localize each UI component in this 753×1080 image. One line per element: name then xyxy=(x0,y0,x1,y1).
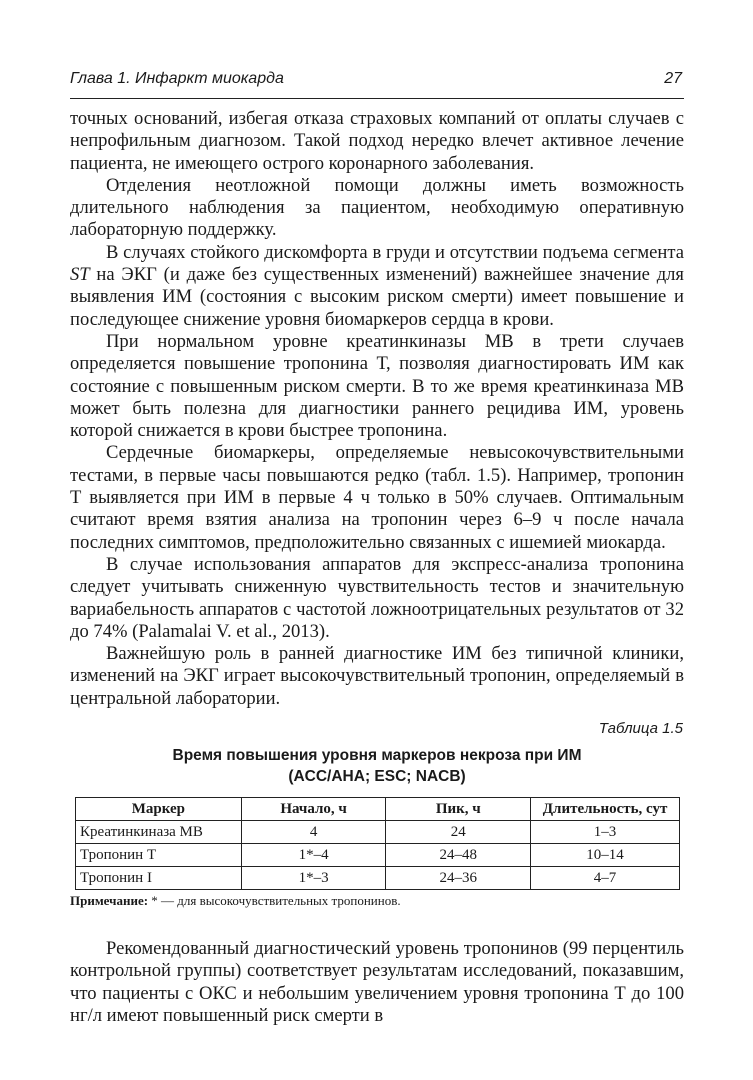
table-title-line: Время повышения уровня маркеров некроза при ИМ xyxy=(172,747,582,764)
paragraph xyxy=(70,242,684,331)
table-cell: 24–36 xyxy=(386,867,531,890)
table-cell: 10–14 xyxy=(531,844,680,867)
table-header-row xyxy=(76,798,680,821)
paragraph: В случае использования аппаратов для экспресс-анализа тропонина следует учитывать сниженную чувствительность тестов и значительную вариабельность аппаратов с частотой ложноотрицательных результатов от 32 до 74% (Palamalai V. et al., 2013). xyxy=(70,553,684,642)
table-cell: Тропонин I xyxy=(76,867,242,890)
table-cell: 1–3 xyxy=(531,821,680,844)
running-header xyxy=(70,64,684,99)
note-label: Примечание: xyxy=(70,893,149,908)
paragraph: Сердечные биомаркеры, определяемые невысокочувствительными тестами, в первые часы повышаются редко (табл. 1.5). Например, тропонин Т выявляется при ИМ в первые 4 ч только в 50% случаев. Оптимальным считают время взятия анализа на тропонин через 6–9 ч после начала последних симптомов, предположительно связанных с ишемией миокарда. xyxy=(70,442,684,553)
table-cell: 24 xyxy=(386,821,531,844)
table-cell: 1*–4 xyxy=(241,844,386,867)
body-text-continued xyxy=(70,938,684,1027)
table-cell: 4 xyxy=(241,821,386,844)
table-row xyxy=(76,867,680,890)
paragraph: При нормальном уровне креатинкиназы МВ в трети случаев определяется повышение тропонина Т, позволяя диагностировать ИМ как состояние с повышенным риском смерти. В то же время креатинкиназа МВ может быть полезна для диагностики раннего рецидива ИМ, уровень которой снижается в крови быстрее тропонина. xyxy=(70,330,684,442)
paragraph-text: на ЭКГ (и даже без существенных изменений) важнейшее значение для выявления ИМ (состояния с высоким риском смерти) имеет повышение и последующее снижение уровня биомаркеров сердца в крови. xyxy=(70,264,684,330)
table-title xyxy=(70,745,684,787)
table-note xyxy=(70,893,401,909)
paragraph: Отделения неотложной помощи должны иметь возможность длительного наблюдения за пациентом, необходимую оперативную лабораторную поддержку. xyxy=(70,174,684,241)
table-header-cell: Начало, ч xyxy=(241,798,386,821)
paragraph-text: В случаях стойкого дискомфорта в груди и отсутствии подъема сегмента xyxy=(106,241,684,263)
paragraph: точных оснований, избегая отказа страховых компаний от оплаты случаев с непрофильным диагнозом. Такой подход нередко влечет активное лечение пациента, не имеющего острого коронарного заболевания. xyxy=(70,108,684,174)
table-header-cell: Длительность, сут xyxy=(531,798,680,821)
table-title-line: (ACC/AHA; ESC; NACB) xyxy=(288,768,466,785)
table-cell: 1*–3 xyxy=(241,867,386,890)
table-cell: Тропонин Т xyxy=(76,844,242,867)
table-label: Таблица 1.5 xyxy=(598,720,683,737)
table-header-cell: Пик, ч xyxy=(386,798,531,821)
marker-table xyxy=(75,797,680,890)
table-header-cell: Маркер xyxy=(76,798,242,821)
table-cell: 24–48 xyxy=(386,844,531,867)
table-cell: 4–7 xyxy=(531,867,680,890)
table-cell: Креатинкиназа МВ xyxy=(76,821,242,844)
chapter-title: Глава 1. Инфаркт миокарда xyxy=(70,70,284,87)
body-text xyxy=(70,108,684,710)
page-number: 27 xyxy=(664,70,682,87)
table-row xyxy=(76,844,680,867)
paragraph: Рекомендованный диагностический уровень тропонинов (99 перцентиль контрольной группы) соответствует результатам исследований, показавшим, что пациенты с ОКС и небольшим увеличением уровня тропонина Т до 100 нг/л имеют повышенный риск смерти в xyxy=(70,938,684,1026)
italic-term: ST xyxy=(70,264,90,286)
table-row xyxy=(76,821,680,844)
paragraph: Важнейшую роль в ранней диагностике ИМ без типичной клиники, изменений на ЭКГ играет высокочувствительный тропонин, определяемый в центральной лаборатории. xyxy=(70,643,684,709)
note-text: * — для высокочувствительных тропонинов. xyxy=(148,893,401,908)
